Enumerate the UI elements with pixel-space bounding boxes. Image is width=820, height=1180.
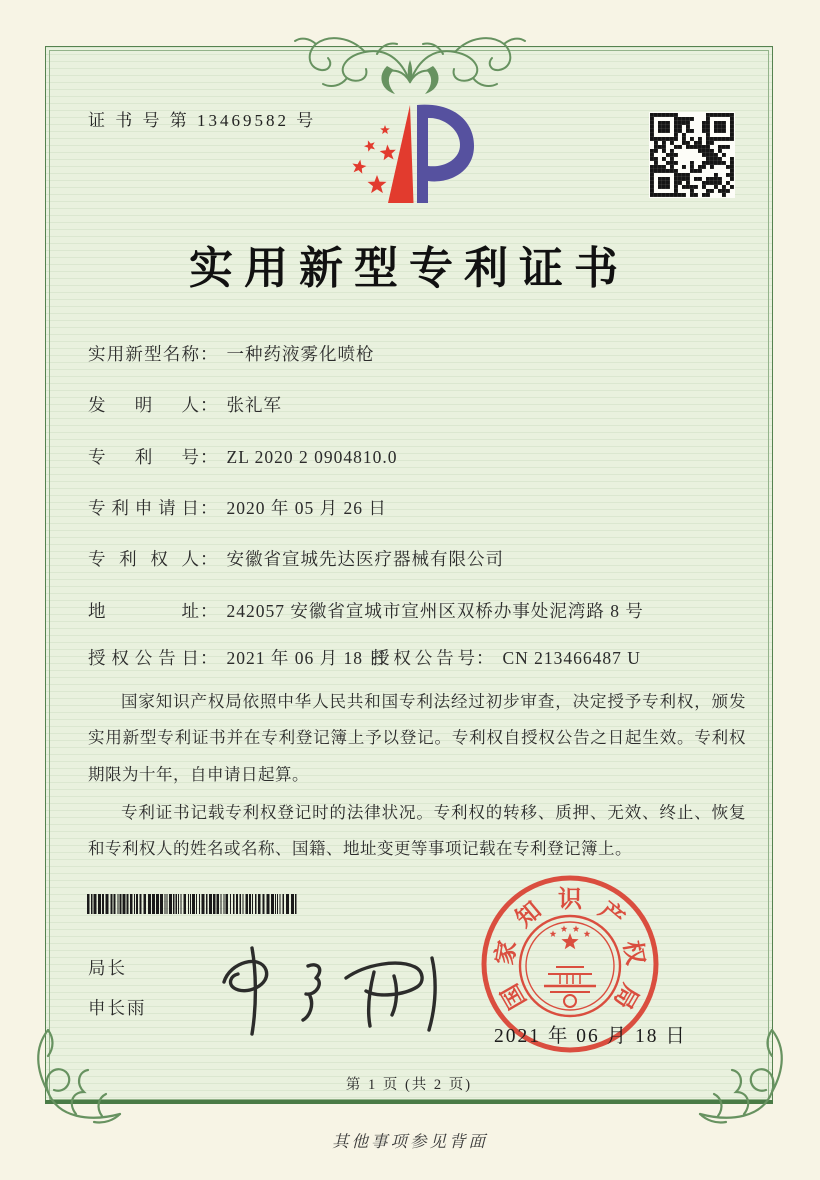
field-row-grant-date <box>88 645 641 671</box>
svg-text:知: 知 <box>511 897 547 933</box>
svg-text:局: 局 <box>608 979 643 1013</box>
top-flourish-ornament-icon <box>283 24 537 108</box>
certificate-number: 证 书 号 第 13469582 号 <box>88 111 317 130</box>
field-label: 专利申请日 <box>88 498 200 518</box>
field-row-address <box>88 598 644 624</box>
field-colon: ： <box>200 648 219 668</box>
legal-body-text <box>88 684 746 869</box>
field-colon: ： <box>476 648 495 668</box>
back-side-note: 其他事项参见背面 <box>332 1132 488 1151</box>
svg-text:国: 国 <box>497 979 532 1013</box>
field-value: 2020 年 05 月 26 日 <box>226 498 387 518</box>
field-value: CN 213466487 U <box>502 648 641 668</box>
field-label: 实用新型名称 <box>88 344 200 364</box>
field-colon: ： <box>200 549 219 569</box>
field-label: 发明人 <box>88 395 200 415</box>
cnipa-patent-logo-icon <box>330 100 490 226</box>
svg-text:识: 识 <box>558 887 582 913</box>
field-label: 专利号 <box>88 447 200 467</box>
field-label: 地址 <box>88 601 200 621</box>
legal-paragraph-2: 专利证书记载专利权登记时的法律状况。专利权的转移、质押、无效、终止、恢复和专利权人的姓名或名称、国籍、地址变更等事项记载在专利登记簿上。 <box>88 802 746 859</box>
frame-bottom-thick-line <box>45 1100 773 1104</box>
national-emblem-icon <box>520 916 620 1016</box>
qr-code <box>649 112 735 198</box>
svg-text:权: 权 <box>618 938 648 967</box>
director-name: 申长雨 <box>88 998 147 1018</box>
director-signature <box>208 942 448 1037</box>
field-row-patent-number <box>88 444 397 470</box>
field-grant-number <box>372 645 641 670</box>
bottom-right-flourish-icon <box>692 1022 796 1140</box>
field-value: 安徽省宣城先达医疗器械有限公司 <box>226 549 504 569</box>
field-value: 一种药液雾化喷枪 <box>226 344 375 364</box>
field-value: ZL 2020 2 0904810.0 <box>226 447 398 467</box>
bottom-left-flourish-icon <box>24 1022 128 1140</box>
field-row-inventor <box>88 392 282 418</box>
field-colon: ： <box>200 447 219 467</box>
field-label: 授权公告日 <box>88 648 200 668</box>
director-title: 局长 <box>88 958 127 978</box>
svg-text:产: 产 <box>593 897 629 933</box>
field-label: 授权公告号 <box>372 648 476 668</box>
certificate-title: 实用新型专利证书 <box>189 244 629 293</box>
field-row-patentee <box>88 546 504 572</box>
field-value: 242057 安徽省宣城市宣州区双桥办事处泥湾路 8 号 <box>226 601 644 621</box>
field-colon: ： <box>200 344 219 364</box>
field-value: 2021 年 06 月 18 日 <box>226 648 387 668</box>
svg-text:家: 家 <box>492 938 522 967</box>
field-colon: ： <box>200 498 219 518</box>
field-label: 专利权人 <box>88 549 200 569</box>
legal-paragraph-1: 国家知识产权局依照中华人民共和国专利法经过初步审查，决定授予专利权，颁发实用新型专利证书并在专利登记簿上予以登记。专利权自授权公告之日起生效。专利权期限为十年，自申请日起算。 <box>88 692 746 784</box>
barcode <box>87 894 301 914</box>
page-number: 第 1 页 (共 2 页) <box>345 1077 473 1093</box>
seal-date: 2021 年 06 月 18 日 <box>494 1026 687 1047</box>
field-row-filing-date <box>88 495 387 521</box>
field-row-invention-name <box>88 341 375 367</box>
field-colon: ： <box>200 601 219 621</box>
field-colon: ： <box>200 395 219 415</box>
field-value: 张礼军 <box>226 395 282 415</box>
